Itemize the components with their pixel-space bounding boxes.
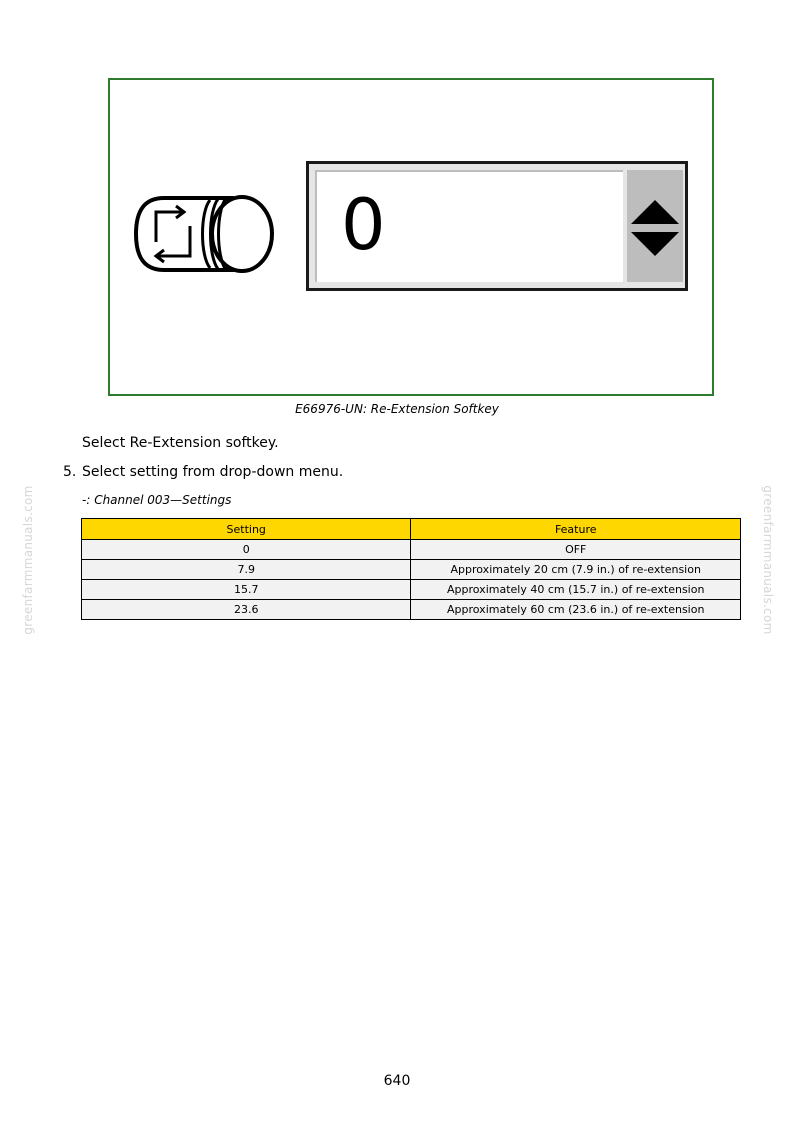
dropdown-value-box [315,170,623,282]
feature-cell: Approximately 20 cm (7.9 in.) of re-extension [411,560,741,580]
step-number: 5. [63,464,77,480]
header-feature: Feature [411,519,741,540]
settings-table [81,518,741,620]
feature-cell: Approximately 40 cm (15.7 in.) of re-extension [411,580,741,600]
dropdown-value: 0 [341,184,386,266]
feature-cell: Approximately 60 cm (23.6 in.) of re-extension [411,600,741,620]
setting-cell: 0 [82,540,411,560]
step-text: Select setting from drop-down menu. [82,464,344,480]
figure-frame [108,78,714,396]
table-row [82,560,741,580]
table-row [82,600,741,620]
dropdown-spinner[interactable] [627,170,683,282]
watermark-right: greenfarmmanuals.com [761,485,775,635]
feature-cell: OFF [411,540,741,560]
table-row [82,580,741,600]
setting-cell: 7.9 [82,560,411,580]
up-down-arrows-icon [627,170,683,282]
re-extension-softkey-icon[interactable] [134,184,276,284]
watermark-left: greenfarmmanuals.com [21,485,35,635]
table-row [82,540,741,560]
page-number: 640 [383,1073,411,1089]
table-header-row [82,519,741,540]
instruction-line: Select Re-Extension softkey. [82,435,279,451]
figure-caption: E66976-UN: Re-Extension Softkey [295,402,499,416]
header-setting: Setting [82,519,411,540]
re-extension-dropdown[interactable] [306,161,688,291]
table-caption: -: Channel 003—Settings [82,493,232,507]
setting-cell: 15.7 [82,580,411,600]
setting-cell: 23.6 [82,600,411,620]
